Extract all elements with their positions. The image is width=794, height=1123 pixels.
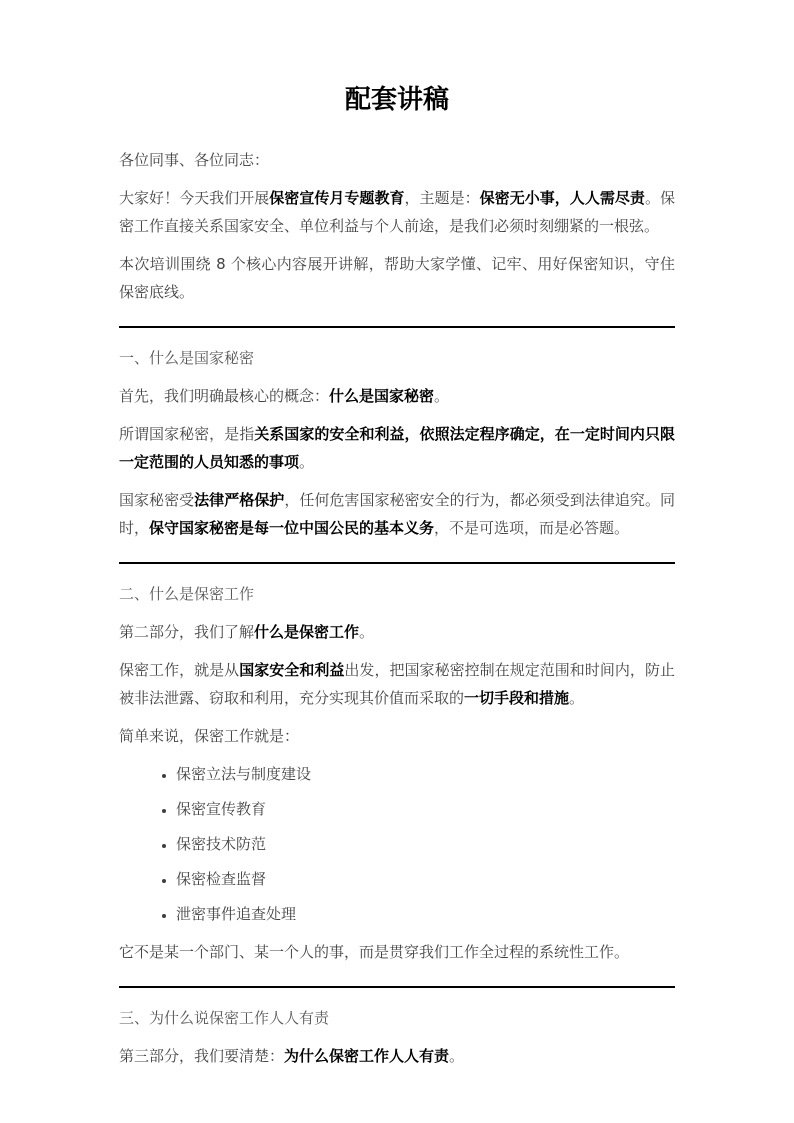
text-run: 第二部分，我们了解 bbox=[119, 623, 255, 641]
bold-text-run: 法律严格保护 bbox=[194, 491, 285, 509]
paragraph bbox=[119, 486, 675, 542]
text-run: 大家好！今天我们开展 bbox=[119, 189, 270, 207]
text-run: 所谓国家秘密，是指 bbox=[119, 425, 255, 443]
paragraph bbox=[119, 146, 675, 174]
text-run: 它不是某一个部门、某一个人的事，而是贯穿我们工作全过程的系统性工作。 bbox=[119, 943, 630, 961]
text-run: 简单来说，保密工作就是： bbox=[119, 727, 300, 745]
text-run: 首先，我们明确最核心的概念： bbox=[119, 387, 330, 405]
text-run: 。 bbox=[449, 1047, 465, 1065]
bold-text-run: 关系国家的安全和利益，依照法定程序确定，在一定时间内只限一定范围的人员知悉的事项 bbox=[119, 425, 675, 471]
paragraph bbox=[119, 382, 675, 410]
paragraph bbox=[119, 618, 675, 646]
text-run: 。保密工作直接关系国家安全、单位利益与个人前途，是我们必须时刻绷紧的一根弦。 bbox=[119, 189, 675, 235]
list-item: • 保密检查监督 bbox=[176, 865, 675, 893]
bold-text-run: 一切手段和措施 bbox=[464, 689, 570, 707]
text-run: 国家秘密受 bbox=[119, 491, 195, 509]
section-heading: 三、为什么说保密工作人人有责 bbox=[119, 1009, 330, 1027]
text-run: 。 bbox=[359, 623, 375, 641]
bold-text-run: 为什么保密工作人人有责 bbox=[284, 1047, 450, 1065]
document-body bbox=[119, 146, 675, 1070]
bold-text-run: 什么是国家秘密 bbox=[329, 387, 435, 405]
paragraph bbox=[119, 250, 675, 306]
paragraph bbox=[119, 420, 675, 476]
section-divider bbox=[119, 326, 675, 328]
paragraph bbox=[119, 722, 675, 750]
list-item: • 保密技术防范 bbox=[176, 830, 675, 858]
text-run: 各位同事、各位同志： bbox=[119, 151, 270, 169]
text-run: 保密工作，就是从 bbox=[119, 661, 240, 679]
text-run: 。 bbox=[299, 453, 315, 471]
section-heading: 一、什么是国家秘密 bbox=[119, 349, 255, 367]
text-run: 。 bbox=[434, 387, 450, 405]
bullet-list bbox=[119, 760, 675, 928]
document-title: 配套讲稿 bbox=[344, 85, 449, 115]
text-run: ，主题是： bbox=[404, 189, 480, 207]
bold-text-run: 什么是保密工作 bbox=[254, 623, 360, 641]
section-divider bbox=[119, 562, 675, 564]
list-item: • 保密宣传教育 bbox=[176, 795, 675, 823]
text-run: ，任何危害国家秘密安全的行为，都必须受到法律追究。同时， bbox=[119, 491, 675, 537]
list-item: • 泄密事件追查处理 bbox=[176, 900, 675, 928]
paragraph bbox=[119, 938, 675, 966]
text-run: 。 bbox=[569, 689, 585, 707]
bold-text-run: 保密宣传月专题教育 bbox=[269, 189, 405, 207]
bold-text-run: 保守国家秘密是每一位中国公民的基本义务 bbox=[149, 519, 435, 537]
text-run: 出发，把国家秘密控制在规定范围和时间内，防止被非法泄露、窃取和利用，充分实现其价值而采取的 bbox=[119, 661, 675, 707]
list-item: • 保密立法与制度建设 bbox=[176, 760, 675, 788]
text-run: 本次培训围绕 8 个核心内容展开讲解，帮助大家学懂、记牢、用好保密知识，守住保密底线。 bbox=[119, 255, 675, 301]
bold-text-run: 国家安全和利益 bbox=[239, 661, 345, 679]
bold-text-run: 保密无小事，人人需尽责 bbox=[479, 189, 645, 207]
section-heading: 二、什么是保密工作 bbox=[119, 585, 255, 603]
paragraph bbox=[119, 1042, 675, 1070]
section-divider bbox=[119, 986, 675, 988]
text-run: 第三部分，我们要清楚： bbox=[119, 1047, 285, 1065]
text-run: ，不是可选项，而是必答题。 bbox=[434, 519, 630, 537]
paragraph bbox=[119, 184, 675, 240]
paragraph bbox=[119, 656, 675, 712]
